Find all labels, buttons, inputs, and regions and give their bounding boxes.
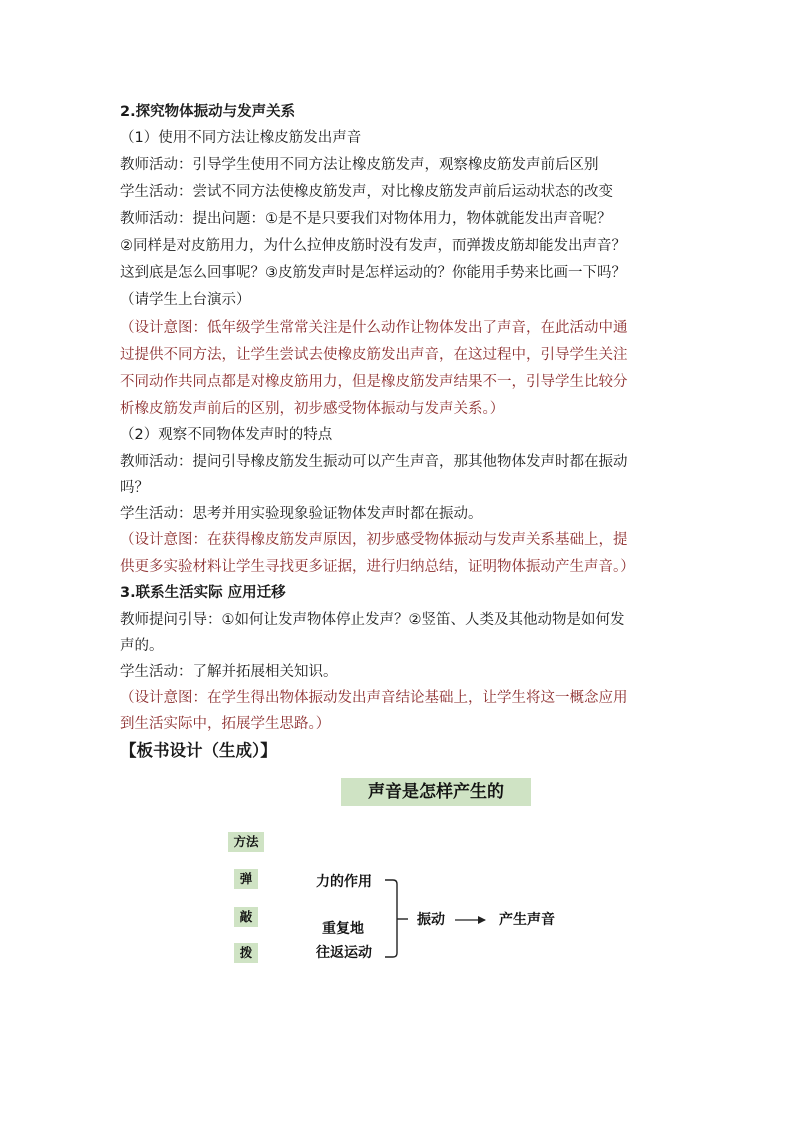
design-intent-line: （设计意图：低年级学生常常关注是什么动作让物体发出了声音，在此活动中通 xyxy=(120,320,628,336)
method-tag: 拨 xyxy=(234,943,258,963)
student-activity-line: 学生活动：思考并用实验现象验证物体发声时都在振动。 xyxy=(120,506,483,522)
design-intent-line: （设计意图：在学生得出物体振动发出声音结论基础上，让学生将这一概念应用 xyxy=(120,690,628,706)
teacher-question-line: 教师活动：提出问题：①是不是只要我们对物体用力，物体就能发出声音呢？ xyxy=(120,211,612,227)
teacher-prompt-line: 教师提问引导：①如何让发声物体停止发声？②竖笛、人类及其他动物是如何发 xyxy=(120,612,625,628)
bracket-line xyxy=(385,880,397,957)
section3-heading: 3.联系生活实际 应用迁移 xyxy=(120,585,286,601)
arrow-head xyxy=(478,916,486,924)
section2-sub2: （2）观察不同物体发声时的特点 xyxy=(120,427,333,443)
design-intent-line: 析橡皮筋发声前后的区别，初步感受物体振动与发声关系。） xyxy=(120,401,505,417)
result-label: 产生声音 xyxy=(499,912,555,928)
section2-sub1: （1）使用不同方法让橡皮筋发出声音 xyxy=(120,130,362,146)
design-intent-line: 到生活实际中，拓展学生思路。） xyxy=(120,716,331,732)
vibrate-label: 振动 xyxy=(417,912,445,928)
section2-heading: 2.探究物体振动与发声关系 xyxy=(120,104,296,120)
design-intent-line: （设计意图：在获得橡皮筋发声原因，初步感受物体振动与发声关系基础上，提 xyxy=(120,532,628,548)
student-activity-line: 学生活动：了解并拓展相关知识。 xyxy=(120,664,338,680)
board-title: 声音是怎样产生的 xyxy=(341,778,531,806)
repeat-label: 重复地 xyxy=(322,921,364,937)
question-line-2: ②同样是对皮筋用力，为什么拉伸皮筋时没有发声，而弹拨皮筋却能发出声音？ xyxy=(120,238,626,254)
teacher-activity-line-cont: 吗？ xyxy=(120,480,149,496)
question-line-3: 这到底是怎么回事呢？③皮筋发声时是怎样运动的？你能用手势来比画一下吗？ xyxy=(120,265,626,281)
teacher-activity-line: 教师活动：引导学生使用不同方法让橡皮筋发声，观察橡皮筋发声前后区别 xyxy=(120,157,599,173)
demo-note: （请学生上台演示） xyxy=(120,292,251,308)
motion-label: 往返运动 xyxy=(316,945,372,961)
design-intent-line: 过提供不同方法，让学生尝试去使橡皮筋发出声音，在这过程中，引导学生关注 xyxy=(120,347,628,363)
design-intent-line: 供更多实验材料让学生寻找更多证据，进行归纳总结，证明物体振动产生声音。） xyxy=(120,559,635,575)
force-label: 力的作用 xyxy=(316,874,372,890)
teacher-prompt-line-cont: 声的。 xyxy=(120,638,164,654)
student-activity-line: 学生活动：尝试不同方法使橡皮筋发声，对比橡皮筋发声前后运动状态的改变 xyxy=(120,184,613,200)
method-tag: 敲 xyxy=(234,907,258,927)
teacher-activity-line: 教师活动：提问引导橡皮筋发生振动可以产生声音，那其他物体发声时都在振动 xyxy=(120,454,628,470)
method-label: 方法 xyxy=(228,832,264,852)
method-tag: 弹 xyxy=(234,869,258,889)
board-heading: 【板书设计（生成）】 xyxy=(120,741,277,760)
design-intent-line: 不同动作共同点都是对橡皮筋用力，但是橡皮筋发声结果不一，引导学生比较分 xyxy=(120,374,628,390)
